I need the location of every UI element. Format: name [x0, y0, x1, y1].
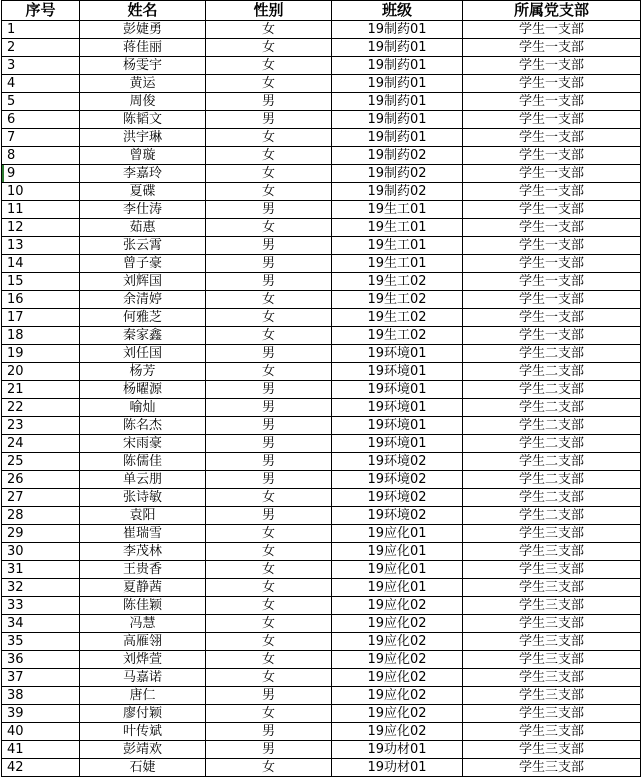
table-row [2, 21, 641, 39]
cell-gender[interactable]: 女 [206, 309, 332, 327]
cell-index[interactable]: 22 [2, 399, 80, 417]
header-cell-class[interactable]: 班级 [332, 1, 463, 21]
header-cell-index[interactable]: 序号 [2, 1, 80, 21]
cell-gender[interactable]: 女 [206, 759, 332, 777]
cell-class[interactable]: 19制药01 [332, 21, 463, 39]
table-row [2, 633, 641, 651]
cell-index[interactable]: 10 [2, 183, 80, 201]
cell-name[interactable]: 曾子豪 [80, 255, 206, 273]
cell-index[interactable]: 12 [2, 219, 80, 237]
cell-branch[interactable]: 学生一支部 [463, 21, 641, 39]
cell-index[interactable]: 4 [2, 75, 80, 93]
table-row [2, 507, 641, 525]
table-row [2, 75, 641, 93]
cell-class[interactable]: 19制药01 [332, 93, 463, 111]
cell-branch[interactable]: 学生三支部 [463, 543, 641, 561]
cell-gender[interactable]: 男 [206, 345, 332, 363]
table-row [2, 93, 641, 111]
cell-name[interactable]: 刘辉国 [80, 273, 206, 291]
cell-class[interactable]: 19应化02 [332, 705, 463, 723]
cell-gender[interactable]: 女 [206, 705, 332, 723]
cell-name[interactable]: 秦家鑫 [80, 327, 206, 345]
table-row [2, 543, 641, 561]
cell-name[interactable]: 唐仁 [80, 687, 206, 705]
cell-name[interactable]: 何雅芝 [80, 309, 206, 327]
cell-gender[interactable]: 女 [206, 291, 332, 309]
cell-gender[interactable]: 男 [206, 453, 332, 471]
cell-branch[interactable]: 学生一支部 [463, 147, 641, 165]
table-row [2, 363, 641, 381]
cell-branch[interactable]: 学生三支部 [463, 561, 641, 579]
cell-branch[interactable]: 学生二支部 [463, 381, 641, 399]
cell-branch[interactable]: 学生一支部 [463, 111, 641, 129]
cell-branch[interactable]: 学生三支部 [463, 651, 641, 669]
cell-name[interactable]: 廖付颖 [80, 705, 206, 723]
member-table [1, 0, 641, 777]
cell-class[interactable]: 19环境02 [332, 507, 463, 525]
cell-branch[interactable]: 学生一支部 [463, 273, 641, 291]
table-row [2, 345, 641, 363]
cell-branch[interactable]: 学生一支部 [463, 57, 641, 75]
cell-name[interactable]: 冯慧 [80, 615, 206, 633]
cell-gender[interactable]: 男 [206, 399, 332, 417]
cell-gender[interactable]: 男 [206, 381, 332, 399]
cell-name[interactable]: 杨雯宇 [80, 57, 206, 75]
cell-index[interactable]: 3 [2, 57, 80, 75]
cell-index[interactable]: 1 [2, 21, 80, 39]
cell-gender[interactable]: 男 [206, 723, 332, 741]
cell-class[interactable]: 19环境01 [332, 381, 463, 399]
table-row [2, 399, 641, 417]
cell-class[interactable]: 19环境02 [332, 471, 463, 489]
cell-branch[interactable]: 学生一支部 [463, 165, 641, 183]
cell-index[interactable]: 29 [2, 525, 80, 543]
cell-index[interactable]: 37 [2, 669, 80, 687]
cell-gender[interactable]: 男 [206, 273, 332, 291]
cell-class[interactable]: 19环境02 [332, 453, 463, 471]
cell-index[interactable]: 38 [2, 687, 80, 705]
header-row [2, 1, 641, 21]
cell-name[interactable]: 马嘉诺 [80, 669, 206, 687]
table-row [2, 687, 641, 705]
cell-name[interactable]: 曾璇 [80, 147, 206, 165]
cell-branch[interactable]: 学生一支部 [463, 291, 641, 309]
cell-class[interactable]: 19环境01 [332, 417, 463, 435]
cell-index[interactable]: 40 [2, 723, 80, 741]
cell-gender[interactable]: 女 [206, 147, 332, 165]
table-row [2, 57, 641, 75]
cell-name[interactable]: 王贵香 [80, 561, 206, 579]
table-row [2, 579, 641, 597]
cell-index[interactable]: 33 [2, 597, 80, 615]
cell-name[interactable]: 周俊 [80, 93, 206, 111]
table-row [2, 147, 641, 165]
header-cell-gender[interactable]: 性别 [206, 1, 332, 21]
cell-branch[interactable]: 学生二支部 [463, 363, 641, 381]
cell-gender[interactable]: 男 [206, 237, 332, 255]
cell-index[interactable]: 18 [2, 327, 80, 345]
cell-class[interactable]: 19应化02 [332, 687, 463, 705]
cell-class[interactable]: 19生工01 [332, 237, 463, 255]
cell-gender[interactable]: 女 [206, 75, 332, 93]
cell-class[interactable]: 19生工02 [332, 309, 463, 327]
table-row [2, 525, 641, 543]
cell-gender[interactable]: 男 [206, 93, 332, 111]
cell-branch[interactable]: 学生三支部 [463, 669, 641, 687]
table-row [2, 723, 641, 741]
cell-index[interactable]: 16 [2, 291, 80, 309]
cell-class[interactable]: 19应化02 [332, 597, 463, 615]
cell-index[interactable]: 21 [2, 381, 80, 399]
cell-index[interactable]: 24 [2, 435, 80, 453]
table-row [2, 237, 641, 255]
cell-index[interactable]: 34 [2, 615, 80, 633]
cell-class[interactable]: 19制药01 [332, 75, 463, 93]
cell-gender[interactable]: 女 [206, 129, 332, 147]
cell-name[interactable]: 叶传斌 [80, 723, 206, 741]
cell-name[interactable]: 张诗敏 [80, 489, 206, 507]
cell-class[interactable]: 19制药01 [332, 39, 463, 57]
cell-gender[interactable]: 女 [206, 183, 332, 201]
cell-name[interactable]: 李嘉玲 [80, 165, 206, 183]
cell-branch[interactable]: 学生一支部 [463, 255, 641, 273]
cell-branch[interactable]: 学生三支部 [463, 579, 641, 597]
cell-index[interactable]: 35 [2, 633, 80, 651]
cell-name[interactable]: 李茂林 [80, 543, 206, 561]
cell-index[interactable]: 30 [2, 543, 80, 561]
cell-branch[interactable]: 学生一支部 [463, 309, 641, 327]
cell-name[interactable]: 蒋佳丽 [80, 39, 206, 57]
cell-index[interactable]: 14 [2, 255, 80, 273]
cell-branch[interactable]: 学生一支部 [463, 129, 641, 147]
cell-branch[interactable]: 学生一支部 [463, 75, 641, 93]
cell-name[interactable]: 陈韬文 [80, 111, 206, 129]
cell-name[interactable]: 洪宇琳 [80, 129, 206, 147]
cell-class[interactable]: 19生工01 [332, 201, 463, 219]
cell-index[interactable]: 8 [2, 147, 80, 165]
cell-class[interactable]: 19制药01 [332, 129, 463, 147]
cell-gender[interactable]: 女 [206, 543, 332, 561]
cell-gender[interactable]: 男 [206, 255, 332, 273]
cell-branch[interactable]: 学生一支部 [463, 183, 641, 201]
cell-branch[interactable]: 学生一支部 [463, 237, 641, 255]
cell-class[interactable]: 19环境01 [332, 435, 463, 453]
cell-index[interactable]: 7 [2, 129, 80, 147]
cell-gender[interactable]: 女 [206, 615, 332, 633]
cell-branch[interactable]: 学生一支部 [463, 39, 641, 57]
cell-gender[interactable]: 男 [206, 741, 332, 759]
table-row [2, 741, 641, 759]
cell-name[interactable]: 高雁翎 [80, 633, 206, 651]
cell-name[interactable]: 杨曜源 [80, 381, 206, 399]
cell-branch[interactable]: 学生二支部 [463, 471, 641, 489]
cell-class[interactable]: 19生工02 [332, 291, 463, 309]
cell-branch[interactable]: 学生三支部 [463, 723, 641, 741]
cell-class[interactable]: 19制药02 [332, 165, 463, 183]
cell-index[interactable]: 41 [2, 741, 80, 759]
cell-gender[interactable]: 女 [206, 489, 332, 507]
table-row [2, 435, 641, 453]
cell-index[interactable]: 28 [2, 507, 80, 525]
header-cell-branch[interactable]: 所属党支部 [463, 1, 641, 21]
cell-class[interactable]: 19制药02 [332, 183, 463, 201]
table-row [2, 291, 641, 309]
table-row [2, 453, 641, 471]
table-row [2, 651, 641, 669]
cell-index[interactable]: 6 [2, 111, 80, 129]
cell-gender[interactable]: 女 [206, 165, 332, 183]
cell-index[interactable]: 23 [2, 417, 80, 435]
table-row [2, 201, 641, 219]
cell-name[interactable]: 张云霄 [80, 237, 206, 255]
cell-gender[interactable]: 女 [206, 651, 332, 669]
table-row [2, 759, 641, 777]
cell-gender[interactable]: 女 [206, 219, 332, 237]
cell-branch[interactable]: 学生三支部 [463, 759, 641, 777]
table-row [2, 489, 641, 507]
cell-gender[interactable]: 女 [206, 525, 332, 543]
cell-name[interactable]: 李仕涛 [80, 201, 206, 219]
cell-class[interactable]: 19制药01 [332, 57, 463, 75]
cell-gender[interactable]: 男 [206, 471, 332, 489]
table-row [2, 705, 641, 723]
cell-class[interactable]: 19生工01 [332, 219, 463, 237]
cell-name[interactable]: 陈佳颖 [80, 597, 206, 615]
cell-gender[interactable]: 女 [206, 597, 332, 615]
cell-gender[interactable]: 女 [206, 363, 332, 381]
cell-name[interactable]: 刘烨萱 [80, 651, 206, 669]
cell-index[interactable]: 42 [2, 759, 80, 777]
cell-gender[interactable]: 女 [206, 561, 332, 579]
cell-branch[interactable]: 学生三支部 [463, 705, 641, 723]
cell-branch[interactable]: 学生二支部 [463, 345, 641, 363]
cell-name[interactable]: 单云朋 [80, 471, 206, 489]
table-row [2, 183, 641, 201]
cell-branch[interactable]: 学生一支部 [463, 327, 641, 345]
table-row [2, 165, 641, 183]
cell-name[interactable]: 彭靖欢 [80, 741, 206, 759]
cell-branch[interactable]: 学生一支部 [463, 201, 641, 219]
cell-branch[interactable]: 学生一支部 [463, 219, 641, 237]
table-row [2, 255, 641, 273]
table-row [2, 309, 641, 327]
cell-branch[interactable]: 学生三支部 [463, 633, 641, 651]
cell-class[interactable]: 19生工01 [332, 255, 463, 273]
cell-index[interactable]: 13 [2, 237, 80, 255]
table-row [2, 39, 641, 57]
cell-class[interactable]: 19生工02 [332, 327, 463, 345]
cell-class[interactable]: 19功材01 [332, 759, 463, 777]
cell-class[interactable]: 19应化02 [332, 669, 463, 687]
cell-name[interactable]: 杨芳 [80, 363, 206, 381]
cell-name[interactable]: 黄运 [80, 75, 206, 93]
cell-index[interactable]: 32 [2, 579, 80, 597]
cell-index[interactable]: 17 [2, 309, 80, 327]
cell-branch[interactable]: 学生三支部 [463, 525, 641, 543]
table-row [2, 129, 641, 147]
cell-gender[interactable]: 女 [206, 669, 332, 687]
table-body [2, 21, 641, 777]
cell-index[interactable]: 9 [2, 165, 80, 183]
table-row [2, 219, 641, 237]
cell-name[interactable]: 袁阳 [80, 507, 206, 525]
cell-class[interactable]: 19功材01 [332, 741, 463, 759]
cell-gender[interactable]: 男 [206, 417, 332, 435]
cell-class[interactable]: 19环境01 [332, 399, 463, 417]
cell-class[interactable]: 19应化02 [332, 615, 463, 633]
cell-gender[interactable]: 女 [206, 579, 332, 597]
table-row [2, 561, 641, 579]
cell-name[interactable]: 陈名杰 [80, 417, 206, 435]
table-row [2, 111, 641, 129]
cell-branch[interactable]: 学生三支部 [463, 597, 641, 615]
cell-index[interactable]: 39 [2, 705, 80, 723]
cell-index[interactable]: 15 [2, 273, 80, 291]
cell-name[interactable]: 夏静茜 [80, 579, 206, 597]
cell-class[interactable]: 19应化01 [332, 579, 463, 597]
table-row [2, 615, 641, 633]
table-row [2, 597, 641, 615]
cell-gender[interactable]: 男 [206, 687, 332, 705]
cell-gender[interactable]: 女 [206, 57, 332, 75]
cell-name[interactable]: 陈儒佳 [80, 453, 206, 471]
cell-name[interactable]: 夏碟 [80, 183, 206, 201]
cell-branch[interactable]: 学生一支部 [463, 93, 641, 111]
cell-name[interactable]: 石婕 [80, 759, 206, 777]
cell-gender[interactable]: 男 [206, 111, 332, 129]
cell-name[interactable]: 彭婕勇 [80, 21, 206, 39]
cell-class[interactable]: 19环境01 [332, 363, 463, 381]
cell-branch[interactable]: 学生二支部 [463, 507, 641, 525]
cell-class[interactable]: 19应化01 [332, 561, 463, 579]
cell-index[interactable]: 2 [2, 39, 80, 57]
cell-index[interactable]: 31 [2, 561, 80, 579]
cell-gender[interactable]: 男 [206, 507, 332, 525]
cell-class[interactable]: 19制药01 [332, 111, 463, 129]
table-row [2, 471, 641, 489]
table-row [2, 381, 641, 399]
table-row [2, 327, 641, 345]
cell-branch[interactable]: 学生二支部 [463, 417, 641, 435]
cell-branch[interactable]: 学生二支部 [463, 435, 641, 453]
cell-index[interactable]: 19 [2, 345, 80, 363]
cell-class[interactable]: 19制药02 [332, 147, 463, 165]
cell-gender[interactable]: 女 [206, 39, 332, 57]
table-row [2, 273, 641, 291]
cell-class[interactable]: 19生工02 [332, 273, 463, 291]
cell-index[interactable]: 5 [2, 93, 80, 111]
cell-branch[interactable]: 学生二支部 [463, 489, 641, 507]
cell-index[interactable]: 26 [2, 471, 80, 489]
cell-name[interactable]: 余清婷 [80, 291, 206, 309]
cell-gender[interactable]: 女 [206, 633, 332, 651]
cell-name[interactable]: 崔瑞雪 [80, 525, 206, 543]
cell-index[interactable]: 25 [2, 453, 80, 471]
cell-gender[interactable]: 女 [206, 327, 332, 345]
header-cell-name[interactable]: 姓名 [80, 1, 206, 21]
cell-branch[interactable]: 学生三支部 [463, 741, 641, 759]
cell-gender[interactable]: 女 [206, 21, 332, 39]
cell-name[interactable]: 喻灿 [80, 399, 206, 417]
cell-gender[interactable]: 男 [206, 201, 332, 219]
cell-class[interactable]: 19环境01 [332, 345, 463, 363]
cell-class[interactable]: 19应化01 [332, 543, 463, 561]
cell-name[interactable]: 茹惠 [80, 219, 206, 237]
cell-index[interactable]: 20 [2, 363, 80, 381]
table-row [2, 669, 641, 687]
cell-class[interactable]: 19应化01 [332, 525, 463, 543]
cell-class[interactable]: 19应化02 [332, 723, 463, 741]
cell-index[interactable]: 36 [2, 651, 80, 669]
cell-name[interactable]: 宋雨豪 [80, 435, 206, 453]
cell-gender[interactable]: 男 [206, 435, 332, 453]
cell-branch[interactable]: 学生二支部 [463, 453, 641, 471]
cell-name[interactable]: 刘任国 [80, 345, 206, 363]
cell-class[interactable]: 19环境02 [332, 489, 463, 507]
table-row [2, 417, 641, 435]
cell-class[interactable]: 19应化02 [332, 633, 463, 651]
cell-class[interactable]: 19应化02 [332, 651, 463, 669]
cell-index[interactable]: 27 [2, 489, 80, 507]
cell-branch[interactable]: 学生三支部 [463, 687, 641, 705]
cell-index[interactable]: 11 [2, 201, 80, 219]
cell-branch[interactable]: 学生二支部 [463, 399, 641, 417]
cell-branch[interactable]: 学生三支部 [463, 615, 641, 633]
